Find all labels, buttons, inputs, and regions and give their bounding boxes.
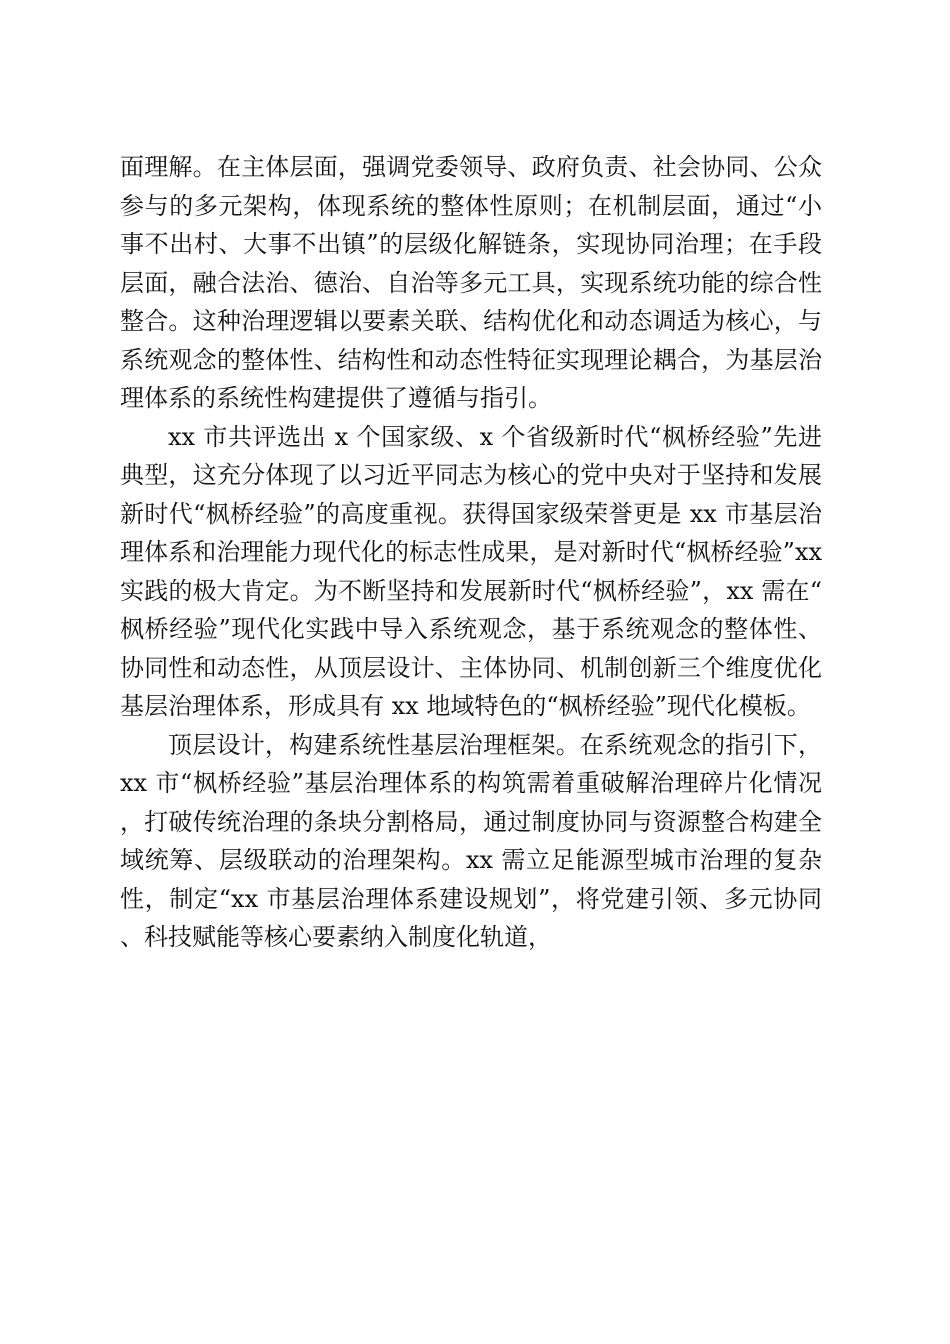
paragraph-top-level-design: 顶层设计，构建系统性基层治理框架。在系统观念的指引下，xx 市“枫桥经验”基层治理体系的构筑需着重破解治理碎片化情况，打破传统治理的条块分割格局，通过制度协同与资源整合构建全域统筹、层级联动的治理架构。xx 需立足能源型城市治理的复杂性，制定“xx 市基层治理体系建设规划”，将党建引领、多元协同、科技赋能等核心要素纳入制度化轨道， <box>120 730 822 951</box>
paragraph-fengqiao-typical: xx 市共评选出 x 个国家级、x 个省级新时代“枫桥经验”先进典型，这充分体现了以习近平同志为核心的党中央对于坚持和发展新时代“枫桥经验”的高度重视。获得国家级荣誉更是 xx 市基层治理体系和治理能力现代化的标志性成果，是对新时代“枫桥经验”xx 实践的极大肯定。为不断坚持和发展新时代“枫桥经验”，xx 需在“枫桥经验”现代化实践中导入系统观念，基于系统观念的整体性、协同性和动态性，从顶层设计、主体协同、机制创新三个维度优化基层治理体系，形成具有 xx 地域特色的“枫桥经验”现代化模板。 <box>120 422 822 720</box>
paragraph-continuation: 面理解。在主体层面，强调党委领导、政府负责、社会协同、公众参与的多元架构，体现系统的整体性原则；在机制层面，通过“小事不出村、大事不出镇”的层级化解链条，实现协同治理；在手段层面，融合法治、德治、自治等多元工具，实现系统功能的综合性整合。这种治理逻辑以要素关联、结构优化和动态调适为核心，与系统观念的整体性、结构性和动态性特征实现理论耦合，为基层治理体系的系统性构建提供了遵循与指引。 <box>120 153 822 412</box>
document-body <box>120 148 822 957</box>
